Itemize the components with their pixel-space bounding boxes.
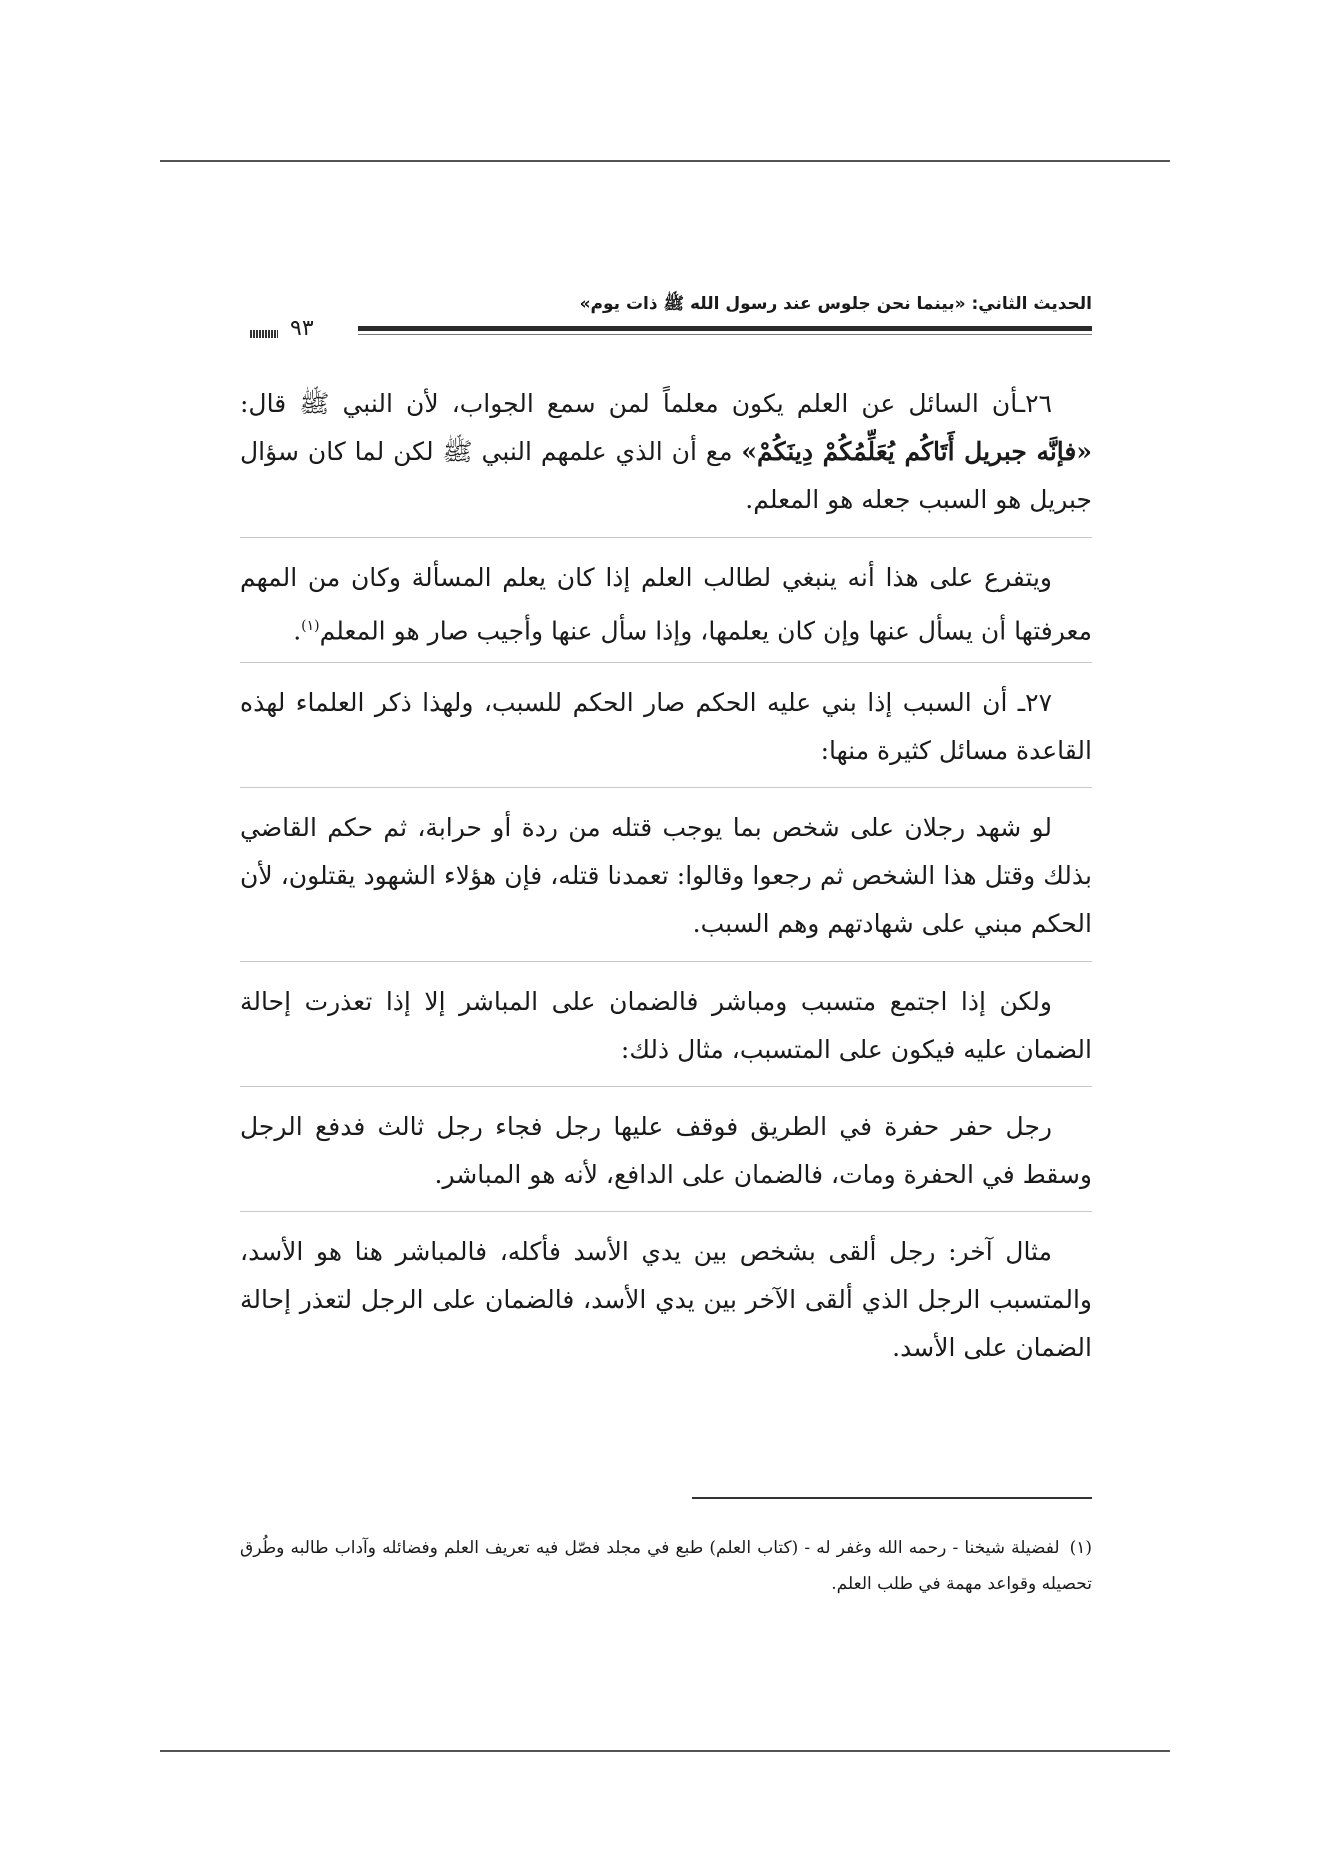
- page-body: [240, 380, 1092, 1373]
- paragraph-separator: [240, 787, 1092, 788]
- header-rule-thin: [358, 334, 1092, 335]
- paragraph-26-text-b: مع أن الذي علمهم النبي ﷺ لكن لما كان سؤال جبريل هو السبب جعله هو المعلم.: [240, 437, 1092, 514]
- paragraph-separator: [240, 537, 1092, 538]
- paragraph-branch: [240, 554, 1092, 650]
- hadith-quote: «فإنَّه جبريل أَتَاكُم يُعَلِّمُكُمْ دِينَكُمْ»: [741, 437, 1092, 466]
- paragraph-pit-example: رجل حفر حفرة في الطريق فوقف عليها رجل فجاء رجل ثالث فدفع الرجل وسقط في الحفرة ومات، فالضمان على الدافع، لأنه هو المباشر.: [240, 1112, 1092, 1189]
- footnote: [240, 1530, 1092, 1602]
- footnote-reference: (١): [301, 618, 320, 634]
- header-title: الحديث الثاني: «بينما نحن جلوس عند رسول الله ﷺ ذات يوم»: [579, 294, 1092, 314]
- paragraph-26: [240, 380, 1092, 525]
- top-rule: [160, 160, 1170, 162]
- running-header: [240, 290, 1092, 341]
- paragraph-separator: [240, 662, 1092, 663]
- page-number-ornament: [250, 330, 278, 338]
- header-rule: [358, 326, 1092, 331]
- paragraph-branch-text-b: .: [293, 616, 302, 646]
- paragraph-27: ٢٧ـ أن السبب إذا بني عليه الحكم صار الحكم للسبب، ولهذا ذكر العلماء لهذه القاعدة مسائل كثيرة منها:: [240, 688, 1092, 765]
- paragraph-lion-example: مثال آخر: رجل ألقى بشخص بين يدي الأسد فأكله، فالمباشر هنا هو الأسد، والمتسبب الرجل الذي ألقى الآخر بين يدي الأسد، فالضمان على الرجل لتعذر إحالة الضمان على الأسد.: [240, 1237, 1092, 1362]
- paragraph-branch-text-a: ويتفرع على هذا أنه ينبغي لطالب العلم إذا كان يعلم المسألة وكان من المهم معرفتها أن يسأل عنها وإن كان يعلمها، وإذا سأل عنها وأجيب صار هو المعلم: [240, 563, 1092, 646]
- paragraph-separator: [240, 1211, 1092, 1212]
- paragraph-26-text-a: ٢٦ـأن السائل عن العلم يكون معلماً لمن سمع الجواب، لأن النبي ﷺ قال:: [240, 389, 1052, 418]
- header-bar: [240, 316, 1092, 342]
- footnote-number: (١): [1069, 1538, 1092, 1558]
- paragraph-separator: [240, 961, 1092, 962]
- page-number: ٩٣: [290, 316, 314, 341]
- bottom-rule: [160, 1750, 1170, 1752]
- footnote-rule: [692, 1497, 1092, 1499]
- footnote-text: لفضيلة شيخنا - رحمه الله وغفر له - (كتاب العلم) طبع في مجلد فصّل فيه تعريف العلم وفضائله وآداب طالبه وطُرق تحصيله وقواعد مهمة في طلب العلم.: [240, 1538, 1092, 1594]
- paragraph-witnesses: لو شهد رجلان على شخص بما يوجب قتله من ردة أو حرابة، ثم حكم القاضي بذلك وقتل هذا الشخص ثم رجعوا وقالوا: تعمدنا قتله، فإن هؤلاء الشهود يقتلون، لأن الحكم مبني على شهادتهم وهم السبب.: [240, 813, 1092, 938]
- paragraph-cause-direct: ولكن إذا اجتمع متسبب ومباشر فالضمان على المباشر إلا إذا تعذرت إحالة الضمان عليه فيكون على المتسبب، مثال ذلك:: [240, 987, 1092, 1064]
- paragraph-separator: [240, 1086, 1092, 1087]
